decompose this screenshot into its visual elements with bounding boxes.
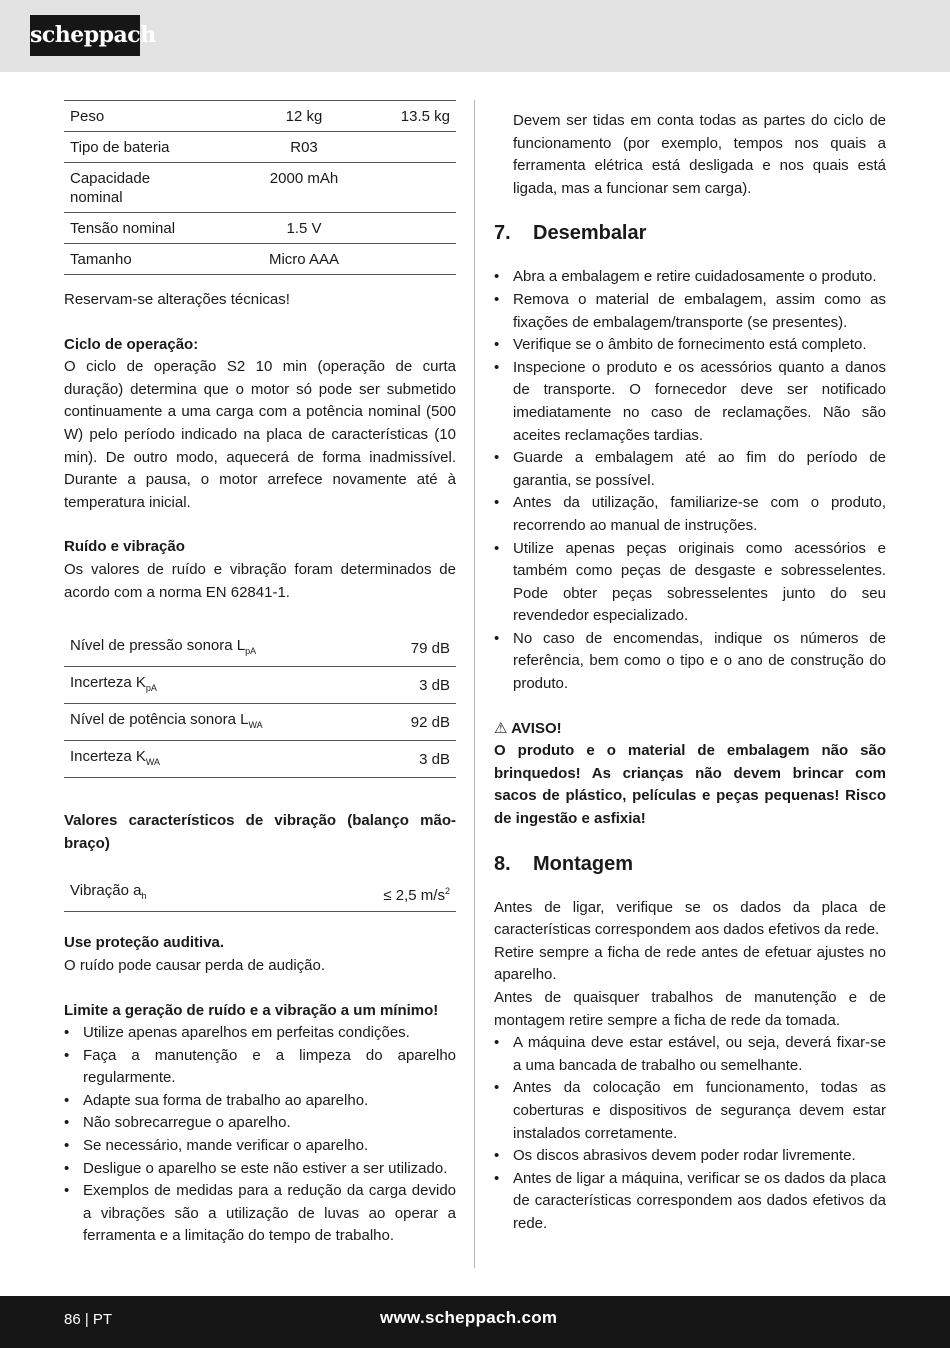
column-divider [474,100,475,1268]
spec-label: Capacidade nominal [70,170,151,206]
list-item: • Utilize apenas aparelhos em perfeitas condições. [64,1022,456,1045]
noise-label: Nível de potência sonora $L_{WA}$ [70,711,263,731]
warning-title: ⚠ AVISO! [494,719,562,737]
hearing-heading: Use proteção auditiva. [64,934,225,952]
table-row [64,667,456,704]
mount-list [494,1032,886,1235]
scheppach-logo: scheppach [30,15,140,56]
spec-label: Tipo de bateria [70,139,170,156]
vibration-heading: Valores característicos de vibração (balanço mão-braço) [64,812,456,852]
cycle-text: O ciclo de operação S2 10 min (operação de curta duração) determina que o motor só pode ser submetido continuamente a uma carga com a potência nominal (500 W) pelo período indicado na placa de características (10 min). De outro modo, aquecerá de forma inadmissível. Durante a pausa, o motor arrefece novamente até à temperatura inicial. [64,358,456,511]
warning-text: O produto e o material de embalagem não são brinquedos! As crianças não devem brincar com sacos de plástico, películas e peças pequenas! Risco de ingestão e asfixia! [494,742,886,828]
spec-value: Micro AAA [268,251,340,268]
noise-value: 3 dB [419,750,450,768]
cycle-heading: Ciclo de operação: [64,335,199,353]
spec-value: 2000 mAh [269,170,339,187]
noise-heading: Ruído e vibração [64,538,185,556]
list-item: • A máquina deve estar estável, ou seja, deverá fixar-se a uma bancada de trabalho ou semelhante. [494,1032,886,1077]
spec-table [64,100,456,275]
left-column [64,100,456,1248]
noise-table [64,630,456,778]
table-row [64,163,456,213]
page-number: 86 | PT [64,1311,113,1328]
list-item: • Antes da utilização, familiarize-se com o produto, recorrendo ao manual de instruções. [494,492,886,537]
spec-value-alt [354,132,456,163]
table-row [64,101,456,132]
noise-value: 92 dB [410,713,450,731]
vibration-label: Vibração $a_h$ [70,882,147,902]
section-heading-7: 7. Desembalar [494,222,647,245]
spec-label: Peso [70,108,105,125]
spec-label: Tamanho [70,251,132,268]
spec-value-alt: 13.5 kg [400,108,450,125]
warning-icon: ⚠ [494,719,508,737]
table-row [64,875,456,912]
vibration-value: ≤ 2,5 $m/s^2$ [383,886,450,905]
table-row [64,244,456,275]
noise-label: Incerteza $K_{WA}$ [70,748,161,768]
noise-label: Nível de pressão sonora $L_{pA}$ [70,637,257,657]
list-item: • Adapte sua forma de trabalho ao aparelho. [64,1090,456,1113]
noise-value: 79 dB [410,639,450,657]
noise-value: 3 dB [419,676,450,694]
list-item: • Inspecione o produto e os acessórios quanto a danos de transporte. O fornecedor deve ser notificado imediatamente no caso de reclamações. Não são aceites reclamações tardias. [494,357,886,447]
list-item: • Se necessário, mande verificar o aparelho. [64,1135,456,1158]
list-item: • Remova o material de embalagem, assim como as fixações de embalagem/transporte (se presentes). [494,289,886,334]
noise-label: Incerteza $K_{pA}$ [70,674,157,694]
mount-para: Antes de quaisquer trabalhos de manutenção e de montagem retire sempre a ficha de rede da tomada. [494,989,886,1029]
unpack-list [494,266,886,695]
list-item: • Verifique se o âmbito de fornecimento está completo. [494,334,886,357]
list-item: • Guarde a embalagem até ao fim do período de garantia, se possível. [494,447,886,492]
list-item: • Faça a manutenção e a limpeza do aparelho regularmente. [64,1045,456,1090]
spec-value-alt [354,163,456,213]
list-item: • Exemplos de medidas para a redução da carga devido a vibrações são a utilização de luvas ao operar a ferramenta e a limitação do tempo de trabalho. [64,1180,456,1248]
right-column [494,100,886,1236]
table-row [64,132,456,163]
cycle-continuation: Devem ser tidas em conta todas as partes do ciclo de funcionamento (por exemplo, tempos nos quais a ferramenta elétrica está desligada e nos quais está ligada, mas a funcionar sem carga). [513,112,886,197]
spec-label: Tensão nominal [70,220,176,237]
spec-value-alt [354,244,456,275]
mount-para: Antes de ligar, verifique se os dados da placa de características correspondem aos dados efetivos da rede. [494,898,886,939]
list-item: • Antes de ligar a máquina, verificar se os dados da placa de características correspondem aos dados efetivos da rede. [494,1168,886,1236]
list-item: • No caso de encomendas, indique os números de referência, bem como o tipo e o ano de construção do produto. [494,628,886,696]
mount-para: Retire sempre a ficha de rede antes de efetuar ajustes no aparelho. [494,943,886,984]
section-heading-8: 8. Montagem [494,852,633,875]
spec-value-alt [354,213,456,244]
noise-text: Os valores de ruído e vibração foram determinados de acordo com a norma EN 62841-1. [64,560,456,601]
table-row [64,630,456,667]
limit-list [64,1022,456,1248]
spec-value: 12 kg [285,108,323,125]
hearing-text: O ruído pode causar perda de audição. [64,956,326,974]
vibration-table [64,875,456,912]
list-item: • Abra a embalagem e retire cuidadosamente o produto. [494,266,886,289]
spec-value: 1.5 V [286,220,322,237]
list-item: • Antes da colocação em funcionamento, todas as coberturas e dispositivos de segurança devem estar instalados corretamente. [494,1077,886,1145]
table-row [64,213,456,244]
page-header [0,0,950,72]
table-row [64,704,456,741]
spec-value: R03 [290,139,318,156]
list-item: • Os discos abrasivos devem poder rodar livremente. [494,1145,886,1168]
table-row [64,741,456,778]
page-footer [0,1296,950,1348]
reserve-note: Reservam-se alterações técnicas! [64,291,290,308]
list-item: • Não sobrecarregue o aparelho. [64,1112,456,1135]
website-link[interactable]: www.scheppach.com [380,1308,558,1327]
list-item: • Desligue o aparelho se este não estiver a ser utilizado. [64,1158,456,1181]
list-item: • Utilize apenas peças originais como acessórios e também como peças de desgaste e sobresselentes. Pode obter peças sobresselentes junto do seu revendedor especializado. [494,538,886,628]
limit-heading: Limite a geração de ruído e a vibração a um mínimo! [64,1001,439,1019]
